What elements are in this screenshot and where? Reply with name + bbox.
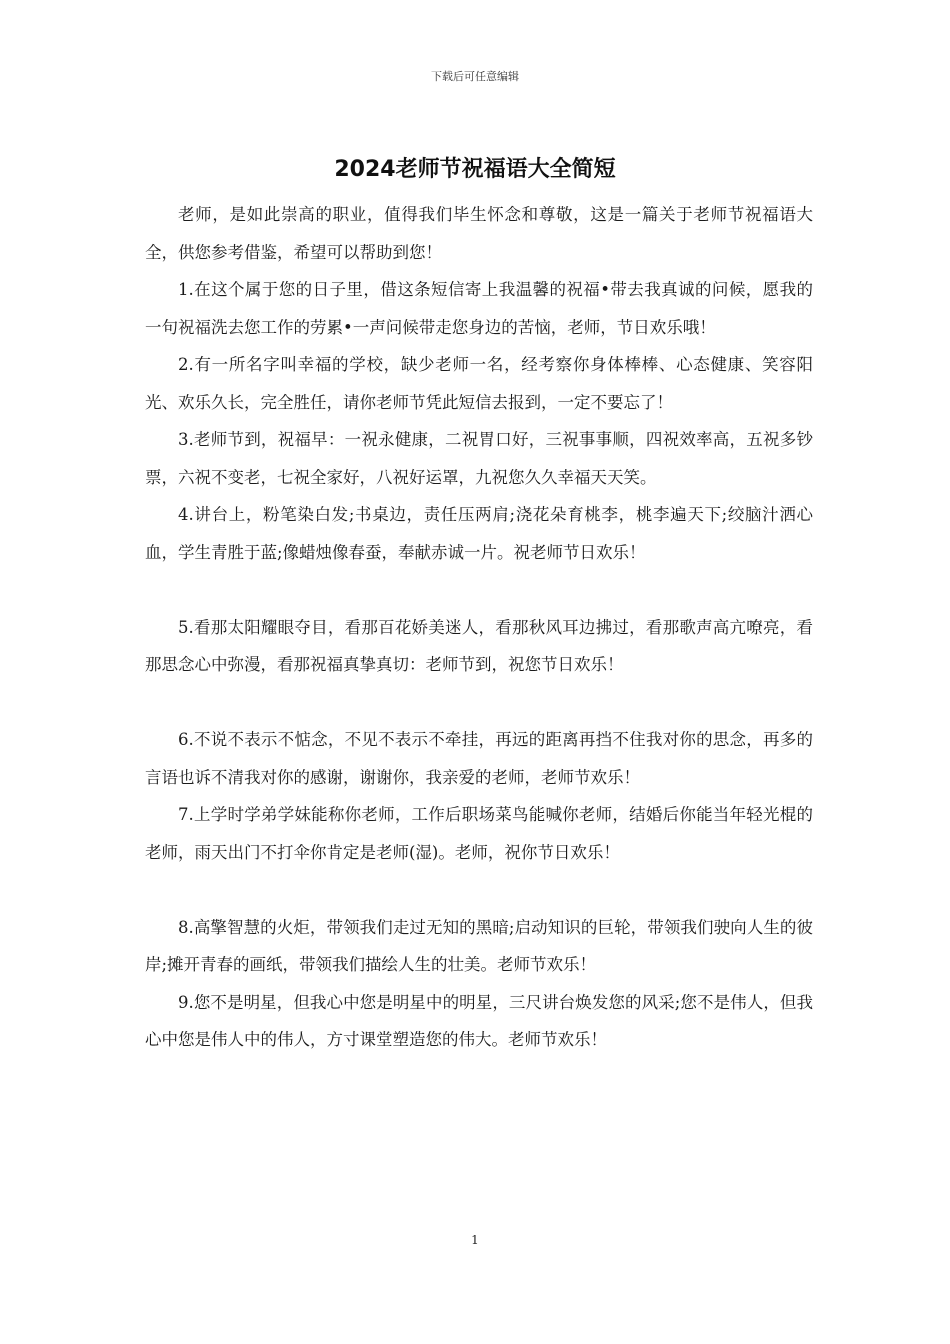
greeting-paragraph-4: 4.讲台上，粉笔染白发;书桌边，责任压两肩;浇花朵育桃李，桃李遍天下;绞脑汁洒心血，学生青胜于蓝;像蜡烛像春蚕，奉献赤诚一片。祝老师节日欢乐！ xyxy=(145,505,813,562)
greeting-paragraph-7: 7.上学时学弟学妹能称你老师，工作后职场菜鸟能喊你老师，结婚后你能当年轻光棍的老师，雨天出门不打伞你肯定是老师(湿)。老师，祝你节日欢乐！ xyxy=(145,805,813,862)
document-title: 2024老师节祝福语大全简短 xyxy=(334,157,616,182)
greeting-paragraph-2: 2.有一所名字叫幸福的学校，缺少老师一名，经考察你身体棒棒、心态健康、笑容阳光、欢乐久长，完全胜任，请你老师节凭此短信去报到，一定不要忘了！ xyxy=(145,355,813,412)
page-number: 1 xyxy=(471,1233,479,1247)
greeting-paragraph-9: 9.您不是明星，但我心中您是明星中的明星，三尺讲台焕发您的风采;您不是伟人，但我心中您是伟人中的伟人，方寸课堂塑造您的伟大。老师节欢乐！ xyxy=(145,992,813,1049)
header-note: 下载后可任意编辑 xyxy=(431,70,519,83)
greeting-paragraph-3: 3.老师节到，祝福早：一祝永健康，二祝胃口好，三祝事事顺，四祝效率高，五祝多钞票，六祝不变老，七祝全家好，八祝好运罩，九祝您久久幸福天天笑。 xyxy=(145,430,813,487)
intro-paragraph: 老师，是如此崇高的职业，值得我们毕生怀念和尊敬，这是一篇关于老师节祝福语大全，供您参考借鉴，希望可以帮助到您！ xyxy=(145,205,813,262)
document-body xyxy=(145,196,813,1059)
greeting-paragraph-8: 8.高擎智慧的火炬，带领我们走过无知的黑暗;启动知识的巨轮，带领我们驶向人生的彼岸;摊开青春的画纸，带领我们描绘人生的壮美。老师节欢乐！ xyxy=(145,917,813,974)
greeting-paragraph-5: 5.看那太阳耀眼夺目，看那百花娇美迷人，看那秋风耳边拂过，看那歌声高亢嘹亮，看那思念心中弥漫，看那祝福真挚真切：老师节到，祝您节日欢乐！ xyxy=(145,617,813,674)
greeting-paragraph-1: 1.在这个属于您的日子里，借这条短信寄上我温馨的祝福•带去我真诚的问候，愿我的一句祝福洗去您工作的劳累•一声问候带走您身边的苦恼，老师，节日欢乐哦！ xyxy=(145,280,813,337)
greeting-paragraph-6: 6.不说不表示不惦念，不见不表示不牵挂，再远的距离再挡不住我对你的思念，再多的言语也诉不清我对你的感谢，谢谢你，我亲爱的老师，老师节欢乐！ xyxy=(145,730,813,787)
